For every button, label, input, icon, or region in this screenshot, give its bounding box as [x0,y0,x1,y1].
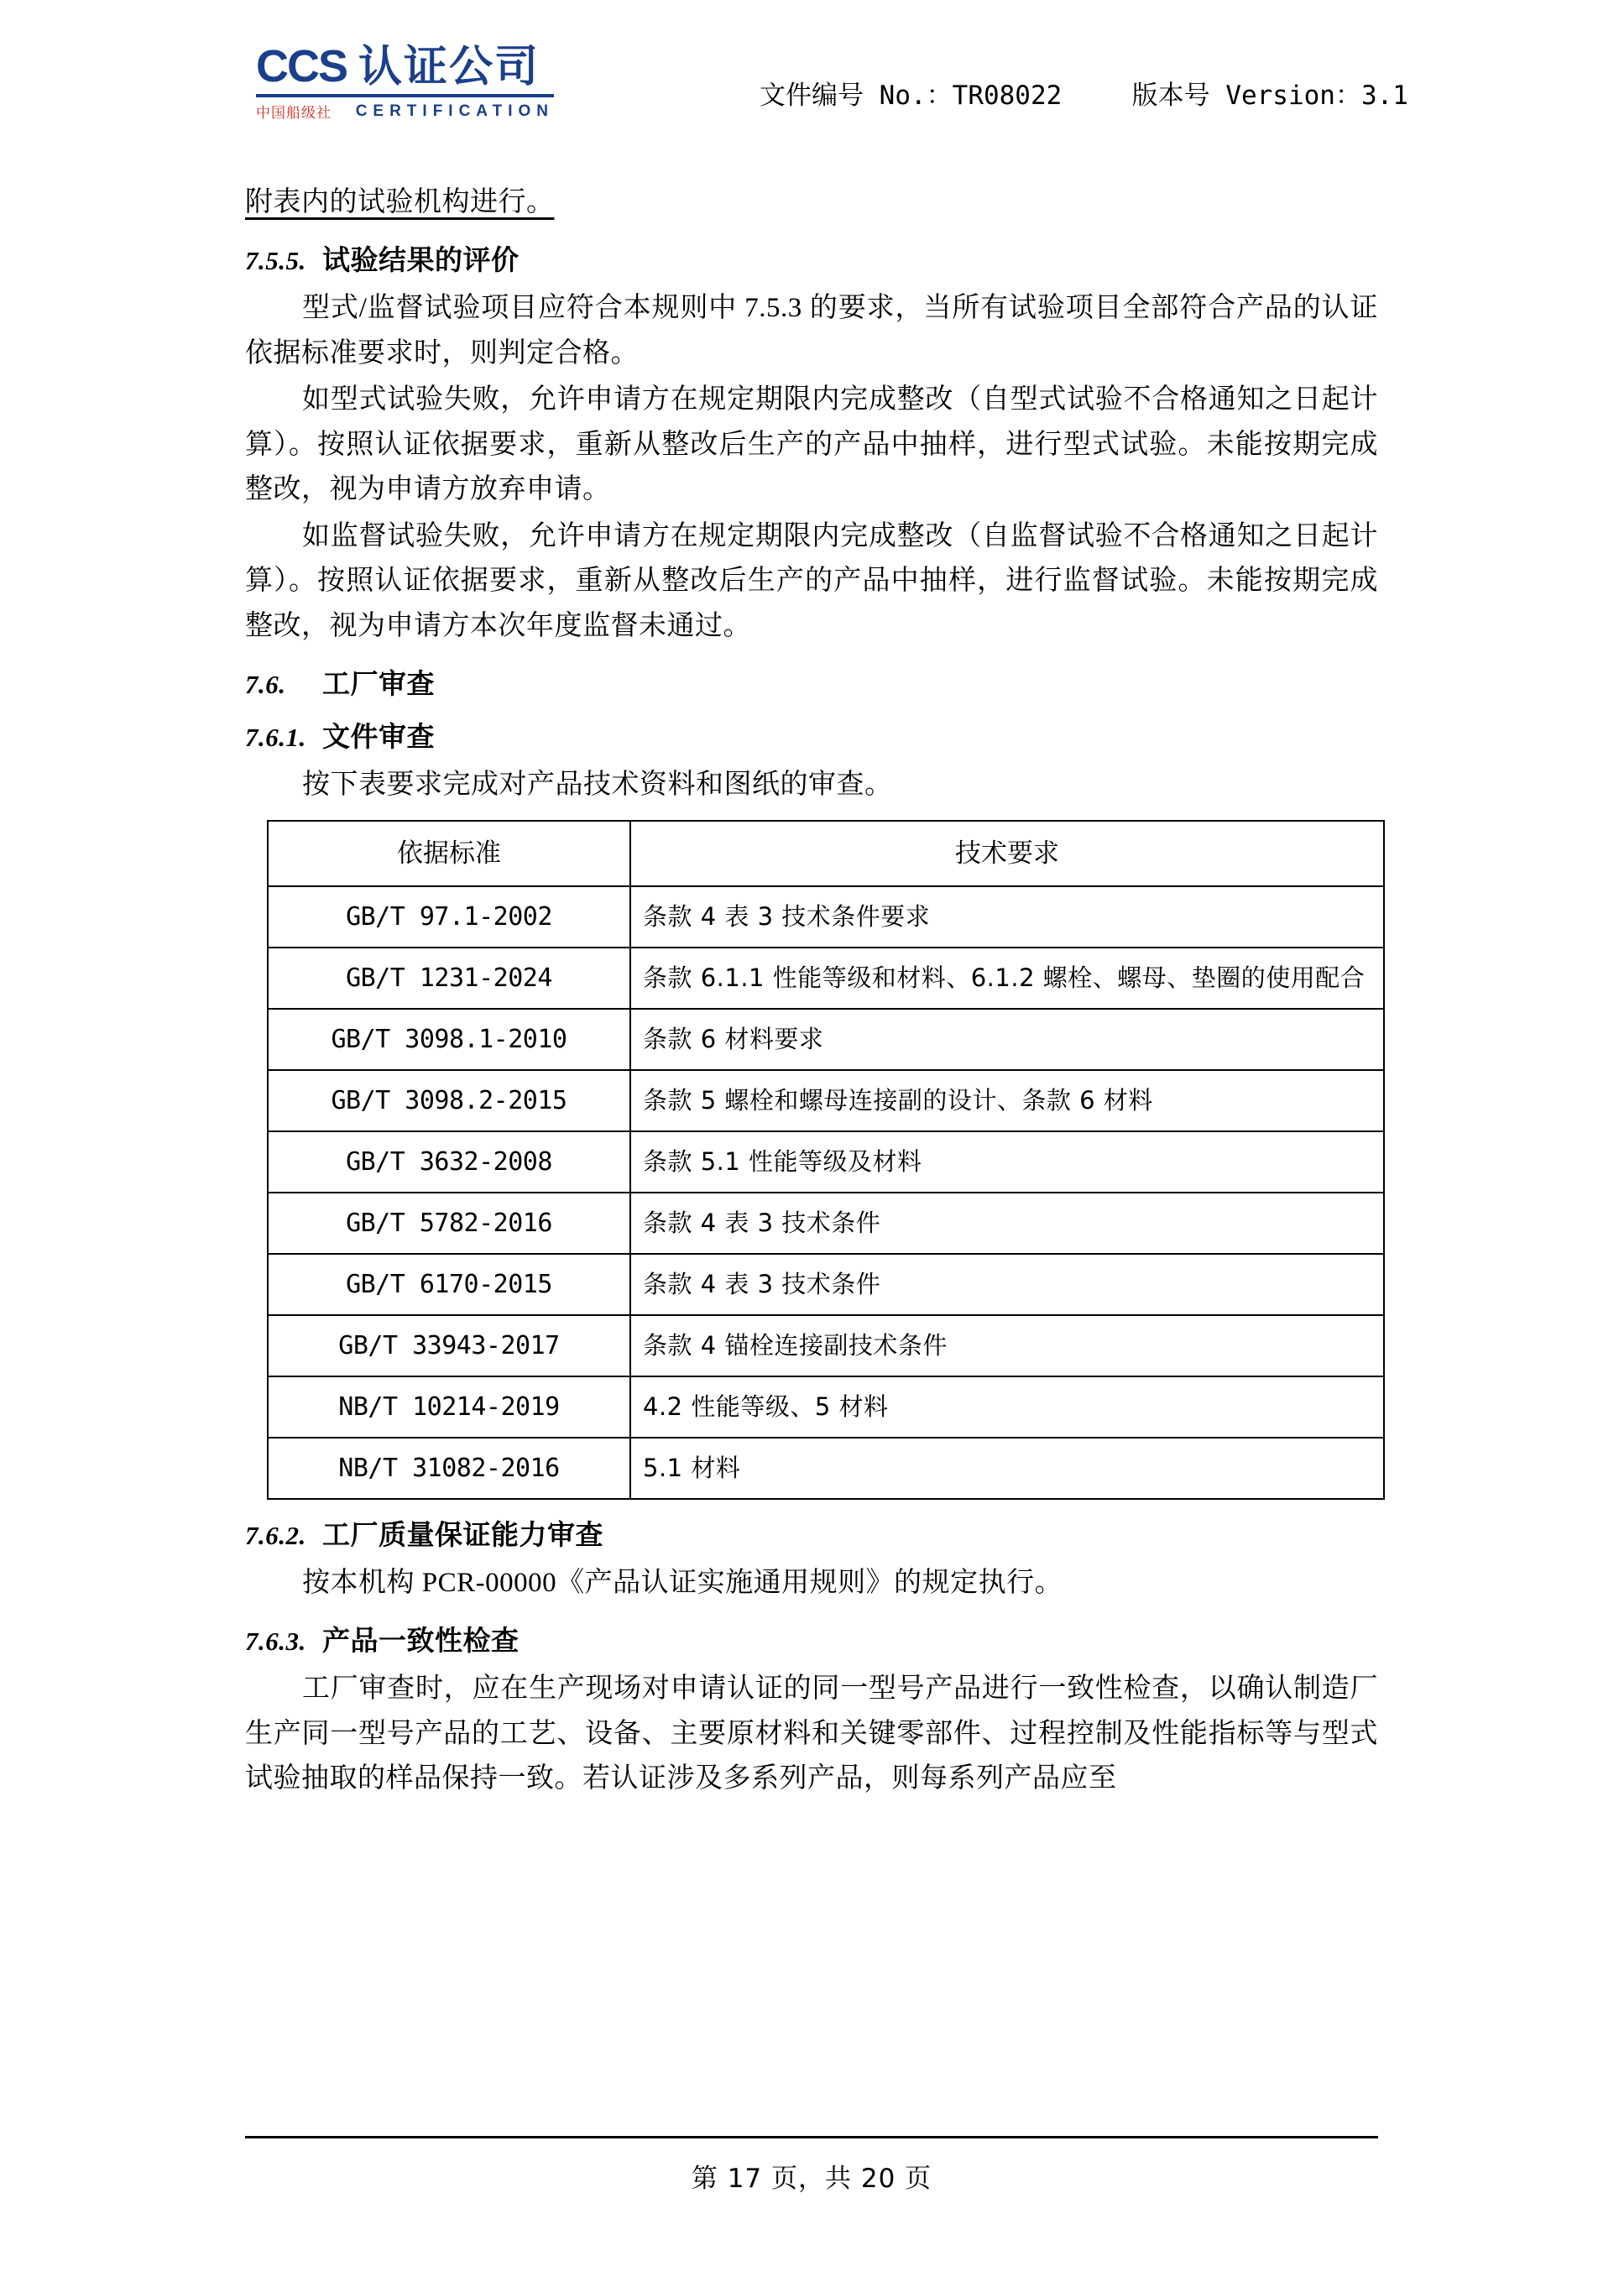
cell-standard: NB/T 10214-2019 [268,1376,630,1438]
cell-standard: GB/T 3098.2-2015 [268,1070,630,1131]
heading-7-6-2-title: 工厂质量保证能力审查 [322,1518,603,1552]
table-row [268,1376,1384,1438]
paragraph-7-5-5-1: 型式/监督试验项目应符合本规则中 7.5.3 的要求，当所有试验项目全部符合产品的认证依据标准要求时，则判定合格。 [245,293,1378,368]
document-version: 版本号 Version：3.1 [1131,81,1408,111]
heading-7-6-number: 7.6. [245,670,286,700]
table-header-requirement: 技术要求 [630,821,1384,887]
table-header-standard: 依据标准 [268,821,630,887]
cell-standard: GB/T 5782-2016 [268,1193,630,1254]
table-row [268,1438,1384,1499]
heading-7-6-3-title: 产品一致性检查 [322,1624,520,1658]
page-header [0,0,1624,159]
cell-requirement: 4.2 性能等级、5 材料 [630,1376,1384,1438]
paragraph-7-6-2-1: 按本机构 PCR-00000《产品认证实施通用规则》的规定执行。 [302,1568,1063,1599]
logo-divider [256,94,554,97]
heading-7-6-1 [245,715,1378,755]
logo-english-text: CERTIFICATION [355,102,554,120]
cell-standard: GB/T 3098.1-2010 [268,1009,630,1070]
table-row [268,1254,1384,1315]
logo-chinese-text: 认证公司 [358,42,540,92]
cell-requirement: 条款 6 材料要求 [630,1009,1384,1070]
cell-requirement: 5.1 材料 [630,1438,1384,1499]
page-content [245,180,1378,1804]
table-row [268,948,1384,1009]
paragraph-7-6-3-1: 工厂审查时，应在生产现场对申请认证的同一型号产品进行一致性检查，以确认制造厂生产同一型号产品的工艺、设备、主要原材料和关键零部件、过程控制及性能指标等与型式试验抽取的样品保持一致。若认证涉及多系列产品，则每系列产品应至 [245,1673,1378,1794]
standards-requirements-table [267,820,1385,1501]
heading-7-6-1-title: 文件审查 [322,720,435,754]
cell-requirement: 条款 4 锚栓连接副技术条件 [630,1315,1384,1376]
cell-standard: GB/T 33943-2017 [268,1315,630,1376]
logo-top-row [256,41,554,92]
heading-7-6-2 [245,1513,1378,1553]
paragraph-7-5-5-2: 如型式试验失败，允许申请方在规定期限内完成整改（自型式试验不合格通知之日起计算）。按照认证依据要求，重新从整改后生产的产品中抽样，进行型式试验。未能按期完成整改，视为申请方放弃申请。 [245,384,1378,505]
table-row [268,1070,1384,1131]
table-row [268,1315,1384,1376]
table-row [268,886,1384,948]
logo-ccs-text: CCS [256,41,347,91]
paragraph-7-6-1-1: 按下表要求完成对产品技术资料和图纸的审查。 [302,770,893,801]
page-number: 第 17 页，共 20 页 [691,2164,932,2194]
document-number: 文件编号 No.：TR08022 [760,81,1063,111]
cell-standard: GB/T 3632-2008 [268,1131,630,1193]
heading-7-5-5-number: 7.5.5. [245,246,306,276]
heading-7-6-3 [245,1619,1378,1658]
heading-7-6-3-number: 7.6.3. [245,1626,306,1657]
table-row [268,1193,1384,1254]
heading-7-5-5-title: 试验结果的评价 [322,243,520,277]
cell-requirement: 条款 6.1.1 性能等级和材料、6.1.2 螺栓、螺母、垫圈的使用配合 [630,948,1384,1009]
cell-requirement: 条款 5.1 性能等级及材料 [630,1131,1384,1193]
heading-7-5-5 [245,238,1378,278]
cell-requirement: 条款 4 表 3 技术条件要求 [630,886,1384,948]
page-footer [245,2136,1378,2195]
paragraph-7-5-5-3: 如监督试验失败，允许申请方在规定期限内完成整改（自监督试验不合格通知之日起计算）。按照认证依据要求，重新从整改后生产的产品中抽样，进行监督试验。未能按期完成整改，视为申请方本次年度监督未通过。 [245,520,1378,641]
cell-standard: GB/T 6170-2015 [268,1254,630,1315]
cell-standard: GB/T 97.1-2002 [268,886,630,948]
cell-requirement: 条款 4 表 3 技术条件 [630,1254,1384,1315]
table-row [268,1131,1384,1193]
carryover-line: 附表内的试验机构进行。 [245,187,555,217]
cell-standard: NB/T 31082-2016 [268,1438,630,1499]
heading-7-6-2-number: 7.6.2. [245,1521,306,1551]
ccs-logo [256,41,554,132]
header-metadata [760,74,1408,112]
heading-7-6-title: 工厂审查 [322,667,435,701]
cell-requirement: 条款 4 表 3 技术条件 [630,1193,1384,1254]
cell-standard: GB/T 1231-2024 [268,948,630,1009]
logo-bottom-row [256,101,554,122]
table-header-row [268,821,1384,887]
table-row [268,1009,1384,1070]
heading-7-6-1-number: 7.6.1. [245,723,306,753]
logo-chinese-subtext: 中国船级社 [256,105,332,122]
footer-divider [245,2136,1378,2138]
heading-7-6 [245,662,1378,702]
cell-requirement: 条款 5 螺栓和螺母连接副的设计、条款 6 材料 [630,1070,1384,1131]
